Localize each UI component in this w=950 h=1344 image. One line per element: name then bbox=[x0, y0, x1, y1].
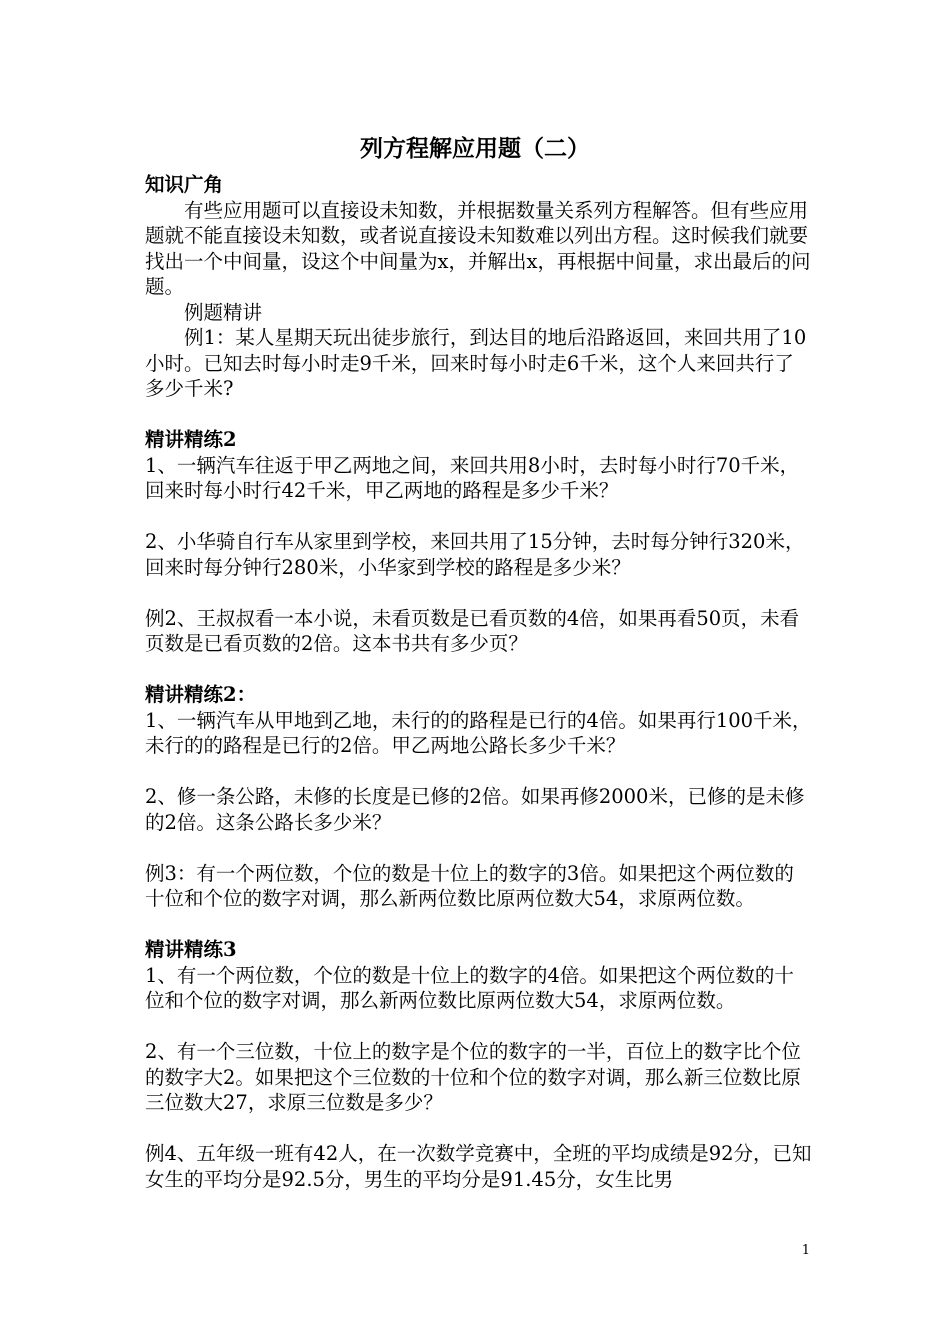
spacer bbox=[145, 759, 813, 785]
page-title: 列方程解应用题（二） bbox=[360, 135, 590, 162]
section-heading-knowledge: 知识广角 bbox=[145, 173, 224, 196]
practice-heading-2: 精讲精练2： bbox=[145, 683, 257, 706]
example-4: 例4、五年级一班有42人，在一次数学竞赛中，全班的平均成绩是92分，已知女生的平均分是92.5分，男生的平均分是91.45分，女生比男 bbox=[145, 1142, 812, 1191]
intro-paragraph: 有些应用题可以直接设未知数，并根据数量关系列方程解答。但有些应用题就不能直接设未知数，或者说直接设未知数难以列出方程。这时候我们就要找出一个中间量，设这个中间量为x，并解出x，再根据中间量，求出最后的问题。 bbox=[145, 198, 811, 298]
practice-1-question-1: 1、一辆汽车往返于甲乙两地之间，来回共用8小时，去时每小时行70千米，回来时每小时行42千米，甲乙两地的路程是多少千米？ bbox=[145, 453, 800, 502]
spacer bbox=[145, 657, 813, 683]
example-1: 例1：某人星期天玩出徒步旅行，到达目的地后沿路返回，来回共用了10小时。已知去时每小时走9千米，回来时每小时走6千米，这个人来回共行了多少千米? bbox=[145, 326, 807, 400]
practice-2-question-2: 2、修一条公路，未修的长度是已修的2倍。如果再修2000米，已修的是未修的2倍。这条公路长多少米？ bbox=[145, 785, 805, 834]
spacer bbox=[145, 835, 813, 861]
spacer bbox=[145, 402, 813, 428]
practice-heading-3: 精讲精练3 bbox=[145, 938, 237, 961]
document-body bbox=[145, 172, 813, 1192]
spacer bbox=[145, 1116, 813, 1142]
spacer bbox=[145, 504, 813, 530]
spacer bbox=[145, 1014, 813, 1040]
practice-3-question-1: 1、有一个两位数，个位的数是十位上的数字的4倍。如果把这个两位数的十位和个位的数字对调，那么新两位数比原两位数大54，求原两位数。 bbox=[145, 963, 794, 1012]
spacer bbox=[145, 912, 813, 938]
page-number: 1 bbox=[801, 1243, 810, 1258]
spacer bbox=[145, 580, 813, 606]
practice-2-question-1: 1、一辆汽车从甲地到乙地，未行的的路程是已行的4倍。如果再行100千米，未行的的路程是已行的2倍。甲乙两地公路长多少千米？ bbox=[145, 708, 812, 757]
examples-subheading: 例题精讲 bbox=[184, 300, 263, 324]
practice-3-question-2: 2、有一个三位数，十位上的数字是个位的数字的一半，百位上的数字比个位的数字大2。如果把这个三位数的十位和个位的数字对调，那么新三位数比原三位数大27，求原三位数是多少？ bbox=[145, 1040, 801, 1114]
practice-heading-1: 精讲精练2 bbox=[145, 428, 237, 451]
example-2: 例2、王叔叔看一本小说，未看页数是已看页数的4倍，如果再看50页，未看页数是已看页数的2倍。这本书共有多少页？ bbox=[145, 606, 800, 655]
practice-1-question-2: 2、小华骑自行车从家里到学校，来回共用了15分钟，去时每分钟行320米，回来时每分钟行280米，小华家到学校的路程是多少米？ bbox=[145, 530, 805, 579]
example-3: 例3：有一个两位数，个位的数是十位上的数字的3倍。如果把这个两位数的十位和个位的数字对调，那么新两位数比原两位数大54，求原两位数。 bbox=[145, 861, 794, 910]
